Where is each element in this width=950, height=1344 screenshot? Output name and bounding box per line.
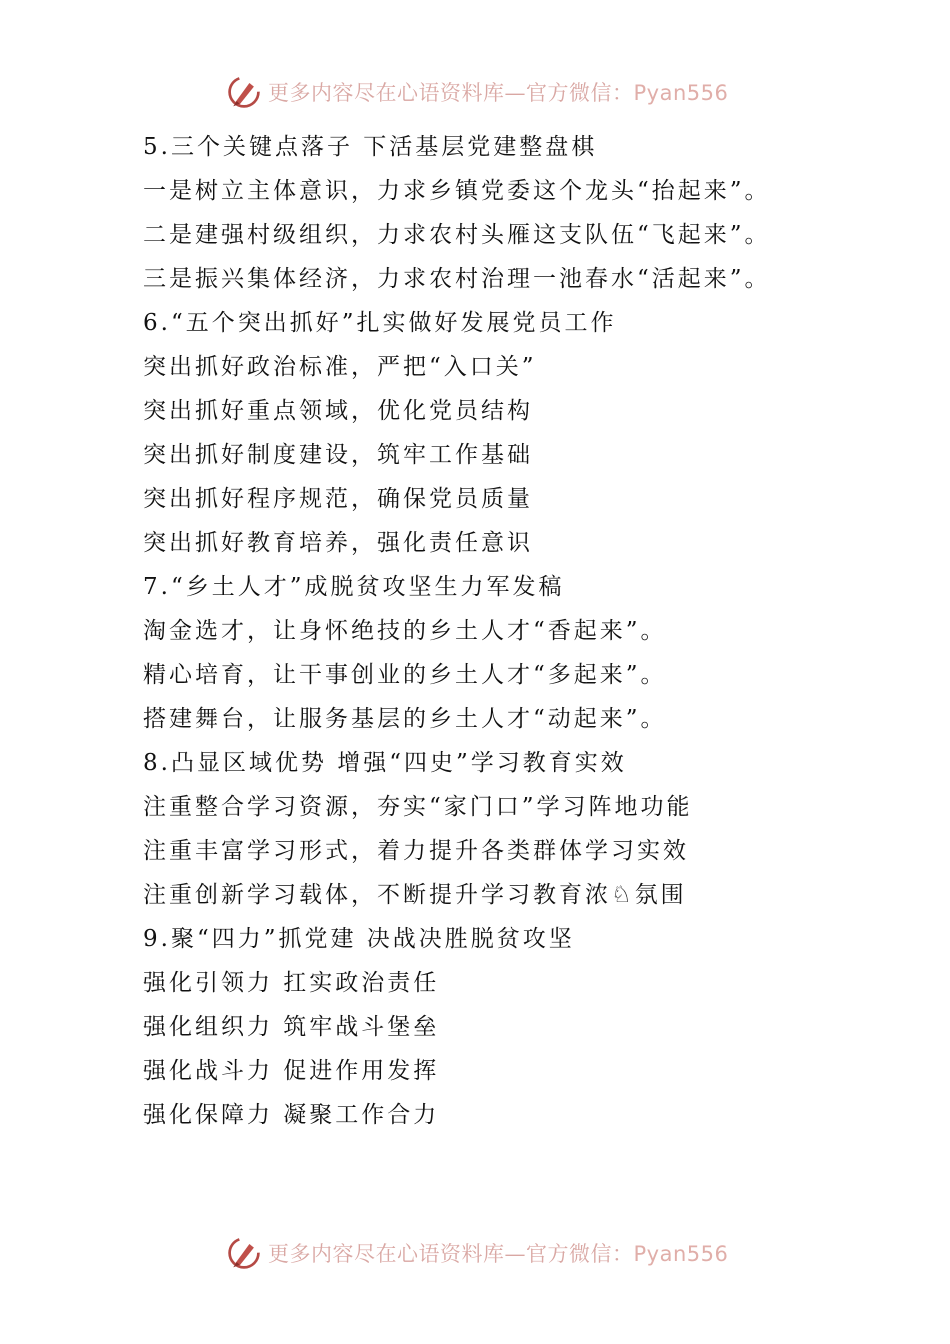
- heading-8: 8.凸显区域优势 增强“四史”学习教育实效: [143, 750, 627, 776]
- text-line: 突出抓好程序规范，确保党员质量: [143, 486, 533, 512]
- watermark-text: [268, 77, 728, 107]
- text-line: 突出抓好制度建设，筑牢工作基础: [143, 442, 533, 468]
- text-line: 突出抓好重点领域，优化党员结构: [143, 398, 533, 424]
- text-line: 注重创新学习载体，不断提升学习教育浓♘氛围: [143, 882, 687, 908]
- text-line: 强化保障力 凝聚工作合力: [143, 1102, 440, 1128]
- text-line: 突出抓好教育培养，强化责任意识: [143, 530, 533, 556]
- watermark-footer: [226, 1233, 728, 1273]
- watermark-label: 更多内容尽在心语资料库—官方微信：: [268, 81, 634, 105]
- document-body: [143, 125, 923, 1137]
- text-line: 二是建强村级组织，力求农村头雁这支队伍“飞起来”。: [143, 222, 771, 248]
- text-line: 强化战斗力 促进作用发挥: [143, 1058, 440, 1084]
- watermark-header: [226, 72, 728, 112]
- text-line: 精心培育，让干事创业的乡土人才“多起来”。: [143, 662, 667, 688]
- heading-7: 7.“乡土人才”成脱贫攻坚生力军发稿: [143, 574, 565, 600]
- text-line: 一是树立主体意识，力求乡镇党委这个龙头“抬起来”。: [143, 178, 771, 204]
- text-line: 三是振兴集体经济，力求农村治理一池春水“活起来”。: [143, 266, 771, 292]
- watermark-id: Pyan556: [633, 81, 729, 105]
- text-line: 突出抓好政治标准，严把“入口关”: [143, 354, 537, 380]
- pen-nib-logo-icon: [226, 74, 262, 110]
- text-line: 淘金选才，让身怀绝技的乡土人才“香起来”。: [143, 618, 667, 644]
- pen-nib-logo-icon: [226, 1235, 262, 1271]
- watermark-label: 更多内容尽在心语资料库—官方微信：: [268, 1242, 634, 1266]
- watermark-text: [268, 1238, 728, 1268]
- text-line: 搭建舞台，让服务基层的乡土人才“动起来”。: [143, 706, 667, 732]
- heading-9: 9.聚“四力”抓党建 决战决胜脱贫攻坚: [143, 926, 575, 952]
- text-line: 强化引领力 扛实政治责任: [143, 970, 440, 996]
- text-line: 强化组织力 筑牢战斗堡垒: [143, 1014, 440, 1040]
- heading-6: 6.“五个突出抓好”扎实做好发展党员工作: [143, 310, 617, 336]
- watermark-id: Pyan556: [633, 1242, 729, 1266]
- text-line: 注重丰富学习形式，着力提升各类群体学习实效: [143, 838, 689, 864]
- text-line: 注重整合学习资源，夯实“家门口”学习阵地功能: [143, 794, 693, 820]
- heading-5: 5.三个关键点落子 下活基层党建整盘棋: [143, 134, 598, 160]
